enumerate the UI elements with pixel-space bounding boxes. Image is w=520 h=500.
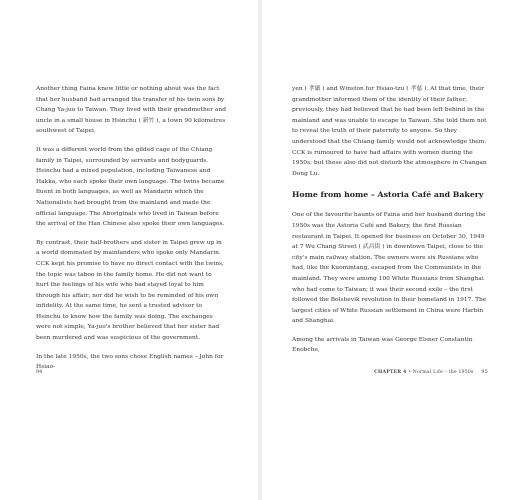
section-heading: Home from home – Astoria Café and Bakery [292,190,484,200]
left-text-column [36,84,226,381]
left-paragraph-2: It was a different world from the gilded cage of the Chiang family in Taipei, surrounded by servants and bodyguards. Hsinchu had a mixed population, including Taiwanese and Hakka, who each spoke their own language. The twins became fluent in both languages, as well as Mandarin which the Nationalists had brought from the mainland and made the official language. The Aboriginals who lived in Taiwan before the arrival of the Han Chinese also spoke their own languages. [36,146,225,228]
running-head-separator: • [408,370,413,375]
right-page-number: 95 [481,369,488,375]
left-paragraph-1: Another thing Faina knew little or nothing about was the fact that her husband had arranged the transfer of his twin sons by Chang Ya-juo to Taiwan. They lived with their grandmother and uncle in a small house in Hsinchu ( 新竹 ), a town 90 kilometres southwest of Taipei. [36,86,226,135]
left-page [0,0,258,500]
right-text-column [292,84,488,364]
running-head [374,369,488,375]
running-head-title: Normal Life – the 1950s [412,370,474,375]
left-page-number: 94 [36,369,43,375]
right-paragraph-2: One of the favourite haunts of Faina and her husband during the 1950s was the Astoria Café and Bakery, the first Russian restaurant in Taipei. It opened for business on October 30, 1949 at 7 Wu Chang Street ( 武昌街 ) in downtown Taipei, close to the city's main railway station. The owners were six Russians who had, like the Kuomintang, escaped from the Communists in the mainland. They were among 100 White Russians from Shanghai who had come to Taiwan; it was their second exile – the first followed the Bolshevik revolution in their homeland in 1917. The largest cities of White Russian settlement in China were Harbin and Shanghai. [292,212,487,325]
right-paragraph-3: Among the arrivals in Taiwan was George Elsner Constantin Enobche, [292,336,473,354]
left-paragraph-3: By contrast, their half-brothers and sister in Taipei grew up in a world dominated by mainlanders who spoke only Mandarin. CCK kept his promise to have no direct contact with the twins; the topic was taboo in the family home. He did not want to hurt the feelings of his wife who had stayed loyal to him through his affair; nor did he wish to be reminded of his own infidelity. At the same time, he sent a trusted advisor to Hsinchu to know how the family was doing. The exchanges were not simple, Ya-juo's brother believed that her sister had been murdered and was suspicious of the government. [36,239,225,342]
running-head-chapter: CHAPTER 4 [374,370,407,375]
left-paragraph-4: In the late 1950s, the two sons chose English names – John for Hsiao- [36,353,224,371]
right-page [262,0,520,500]
right-paragraph-1: yen ( 孝嚴 ) and Winston for Hsiao-tzu ( 孝慈 ). At that time, their grandmother informed them of the identity of their father; previously, they had believed that he had been left behind in the mainland and was unable to escape to Taiwan. She told them not to reveal the truth of their paternity to anyone. So they understood that the Chiang family would not acknowledge them. CCK is rumoured to have had affairs with women during the 1950s; but these also did not disturb the atmosphere in Changan Dong Lu. [292,86,487,177]
